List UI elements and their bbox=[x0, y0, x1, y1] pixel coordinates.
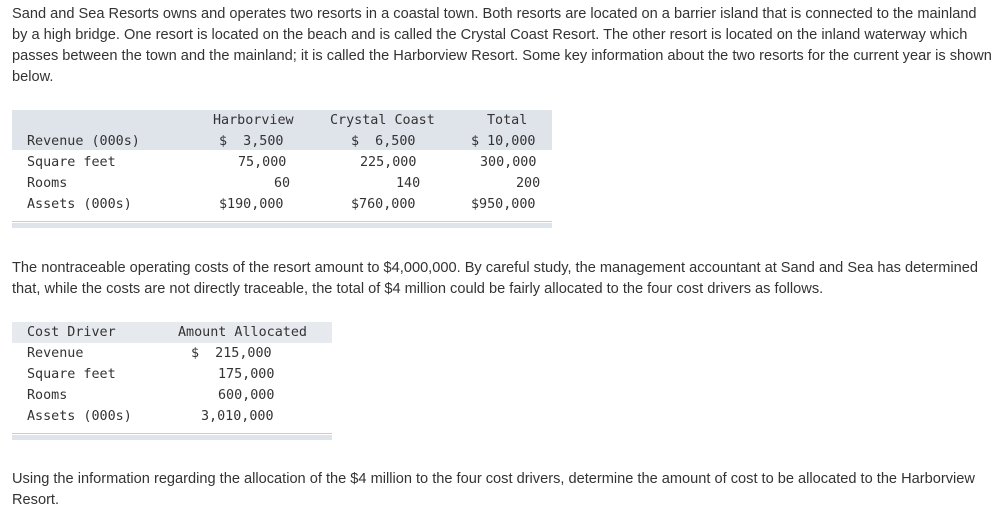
row-label-rooms: Rooms bbox=[27, 176, 68, 191]
cell-sqft-harborview: 75,000 bbox=[238, 155, 287, 170]
cell-revenue-harborview: $ 3,500 bbox=[219, 134, 284, 149]
cell-rooms-crystal-coast: 140 bbox=[396, 176, 421, 191]
row-label-square-feet: Square feet bbox=[27, 155, 116, 170]
cell-assets-total: $950,000 bbox=[471, 197, 536, 212]
row-label-assets: Assets (000s) bbox=[27, 197, 132, 212]
resort-info-table bbox=[12, 110, 552, 230]
cell-amount-rooms: 600,000 bbox=[218, 388, 275, 403]
cell-sqft-total: 300,000 bbox=[480, 155, 537, 170]
col-header-cost-driver: Cost Driver bbox=[27, 325, 116, 340]
row-label-assets: Assets (000s) bbox=[27, 409, 132, 424]
table-divider bbox=[12, 433, 332, 434]
col-header-crystal-coast: Crystal Coast bbox=[330, 113, 435, 128]
cell-assets-crystal-coast: $760,000 bbox=[351, 197, 416, 212]
cell-amount-assets: 3,010,000 bbox=[201, 409, 274, 424]
cell-revenue-total: $ 10,000 bbox=[471, 134, 536, 149]
cell-amount-square-feet: 175,000 bbox=[218, 367, 275, 382]
middle-paragraph: The nontraceable operating costs of the resort amount to $4,000,000. By careful study, the management accountant at Sand and Sea has determined that, while the costs are not directly traceable, the total of $4 million could be fairly allocated to the four cost drivers as follows. bbox=[12, 260, 978, 297]
row-label-revenue: Revenue bbox=[27, 346, 84, 361]
cell-amount-revenue: $ 215,000 bbox=[191, 346, 272, 361]
cell-sqft-crystal-coast: 225,000 bbox=[360, 155, 417, 170]
cell-assets-harborview: $190,000 bbox=[219, 197, 284, 212]
cell-rooms-total: 200 bbox=[516, 176, 541, 191]
col-header-total: Total bbox=[487, 113, 528, 128]
row-label-square-feet: Square feet bbox=[27, 367, 116, 382]
cell-revenue-crystal-coast: $ 6,500 bbox=[351, 134, 416, 149]
col-header-amount-allocated: Amount Allocated bbox=[178, 325, 307, 340]
row-label-rooms: Rooms bbox=[27, 388, 68, 403]
cell-rooms-harborview: 60 bbox=[274, 176, 291, 191]
table-divider bbox=[12, 221, 552, 222]
row-label-revenue: Revenue (000s) bbox=[27, 134, 140, 149]
col-header-harborview: Harborview bbox=[213, 113, 294, 128]
table-footer-band bbox=[12, 435, 332, 440]
question-paragraph: Using the information regarding the allocation of the $4 million to the four cost drivers, determine the amount of cost to be allocated to the Harborview Resort. bbox=[12, 471, 975, 508]
table-footer-band bbox=[12, 223, 552, 228]
intro-paragraph: Sand and Sea Resorts owns and operates two resorts in a coastal town. Both resorts are located on a barrier island that is connected to the mainland by a high bridge. One resort is located on the beach and is called the Crystal Coast Resort. The other resort is located on the inland waterway which passes between the town and the mainland; it is called the Harborview Resort. Some key information about the two resorts for the current year is shown below. bbox=[12, 6, 992, 85]
cost-driver-table bbox=[12, 322, 332, 444]
